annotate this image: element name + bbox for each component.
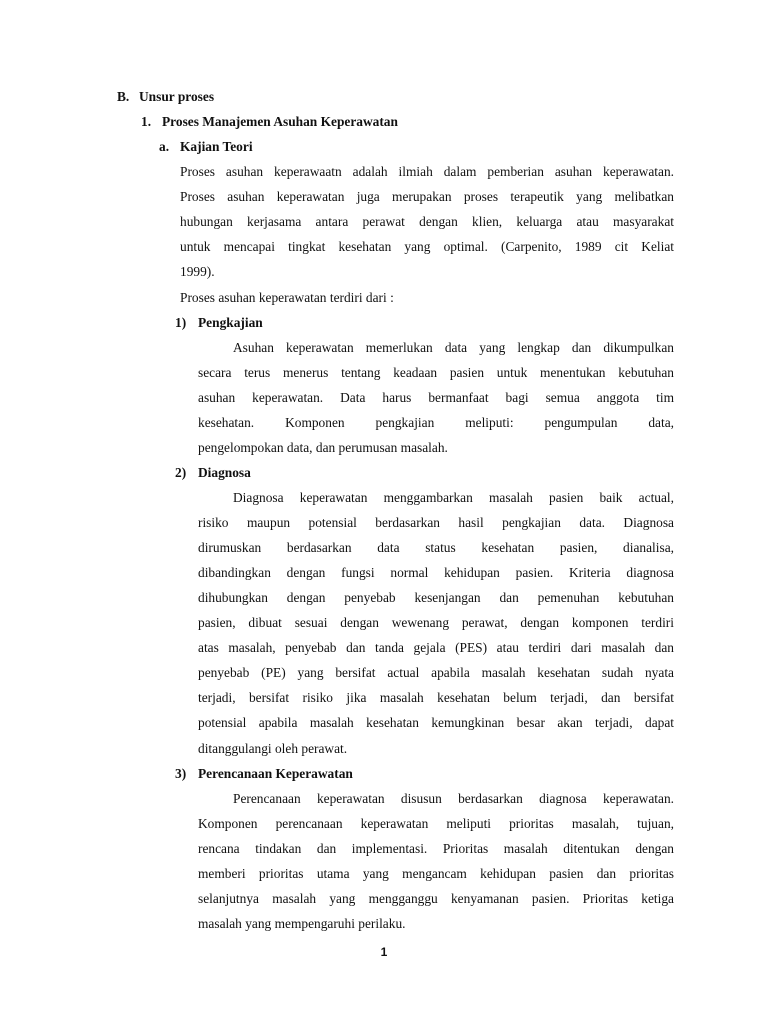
intro-line: hubungan kerjasama antara perawat dengan klien, keluarga atau masyarakat [180, 214, 674, 229]
item-line: asuhan keperawatan. Data harus bermanfaat bagi semua anggota tim [198, 390, 674, 405]
item-line: memberi prioritas utama yang mengancam kehidupan pasien dan prioritas [198, 866, 674, 881]
item-title: Diagnosa [198, 465, 251, 480]
item-line: Komponen perencanaan keperawatan meliputi prioritas masalah, tujuan, [198, 816, 674, 831]
item-title: Pengkajian [198, 315, 263, 330]
item-marker: 2) [175, 465, 187, 480]
item-line: terjadi, bersifat risiko jika masalah kesehatan belum terjadi, dan bersifat [198, 690, 674, 705]
intro-line: untuk mencapai tingkat kesehatan yang optimal. (Carpenito, 1989 cit Keliat [180, 239, 674, 254]
item-line: dirumuskan berdasarkan data status kesehatan pasien, dianalisa, [198, 540, 674, 555]
item-line: masalah yang mempengaruhi perilaku. [198, 916, 406, 931]
item-marker: 1) [175, 315, 187, 330]
subsection-title: Proses Manajemen Asuhan Keperawatan [162, 114, 398, 129]
item-line: dibandingkan dengan fungsi normal kehidupan pasien. Kriteria diagnosa [198, 565, 674, 580]
item-line: Asuhan keperawatan memerlukan data yang lengkap dan dikumpulkan [233, 340, 674, 355]
item-line: pasien, dibuat sesuai dengan wewenang perawat, dengan komponen terdiri [198, 615, 674, 630]
subsubsection-marker: a. [159, 139, 170, 154]
subsection-marker: 1. [141, 114, 152, 129]
item-line: atas masalah, penyebab dan tanda gejala (PES) atau terdiri dari masalah dan [198, 640, 674, 655]
intro-line: 1999). [180, 264, 215, 279]
subsubsection-title: Kajian Teori [180, 139, 253, 154]
item-line: secara terus menerus tentang keadaan pasien untuk menentukan kebutuhan [198, 365, 674, 380]
item-line: risiko maupun potensial berdasarkan hasil pengkajian data. Diagnosa [198, 515, 674, 530]
section-marker: B. [117, 89, 130, 104]
item-line: ditanggulangi oleh perawat. [198, 741, 348, 756]
item-line: pengelompokan data, dan perumusan masalah. [198, 440, 448, 455]
item-line: Diagnosa keperawatan menggambarkan masalah pasien baik actual, [233, 490, 674, 505]
item-line: potensial apabila masalah kesehatan kemungkinan besar akan terjadi, dapat [198, 715, 674, 730]
item-marker: 3) [175, 766, 187, 781]
item-line: rencana tindakan dan implementasi. Prioritas masalah ditentukan dengan [198, 841, 674, 856]
section-title: Unsur proses [139, 89, 215, 104]
item-line: selanjutnya masalah yang mengganggu kenyamanan pasien. Prioritas ketiga [198, 891, 674, 906]
item-line: kesehatan. Komponen pengkajian meliputi: pengumpulan data, [198, 415, 674, 430]
item-line: dihubungkan dengan penyebab kesenjangan dan pemenuhan kebutuhan [198, 590, 674, 605]
intro-line: Proses asuhan keperawatan terdiri dari : [180, 290, 394, 305]
page-number: 1 [380, 945, 388, 959]
item-line: penyebab (PE) yang bersifat actual apabila masalah kesehatan sudah nyata [198, 665, 674, 680]
intro-line: Proses asuhan keperawatan juga merupakan proses terapeutik yang melibatkan [180, 189, 674, 204]
item-line: Perencanaan keperawatan disusun berdasarkan diagnosa keperawatan. [233, 791, 674, 806]
intro-line: Proses asuhan keperawaatn adalah ilmiah dalam pemberian asuhan keperawatan. [180, 164, 674, 179]
item-title: Perencanaan Keperawatan [198, 766, 353, 781]
